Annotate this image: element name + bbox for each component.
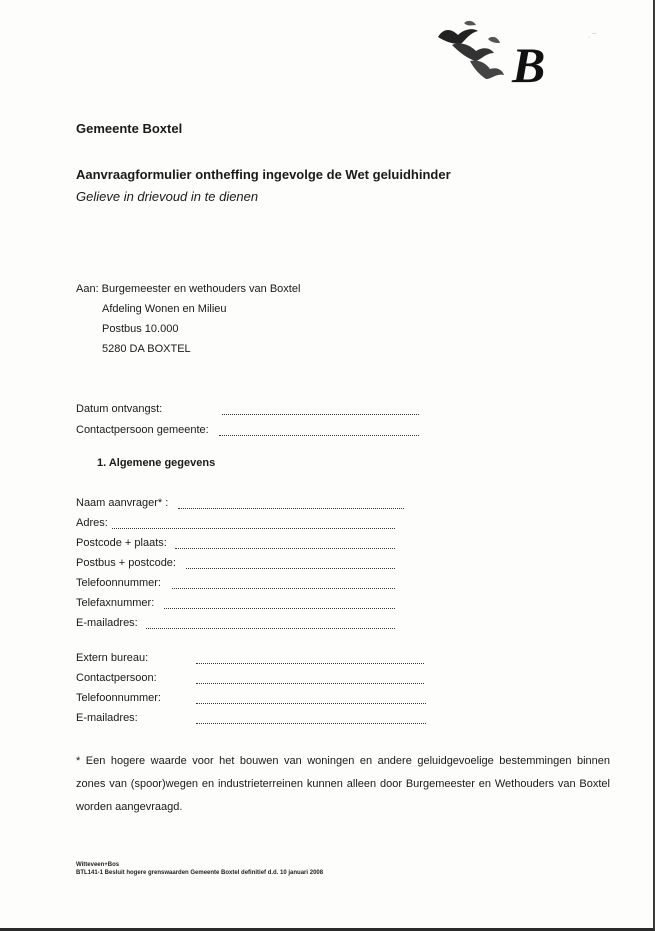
external-contact-label: Contactpersoon:	[76, 672, 157, 684]
fax-field[interactable]	[164, 608, 395, 609]
organization-name: Gemeente Boxtel	[76, 121, 183, 136]
external-bureau-label: Extern bureau:	[76, 652, 149, 664]
pobox-postcode-label: Postbus + postcode:	[76, 557, 176, 569]
pobox-postcode-field[interactable]	[186, 568, 395, 569]
address-label: Adres:	[76, 517, 108, 529]
phone-field[interactable]	[172, 588, 395, 589]
postcode-city-label: Postcode + plaats:	[76, 537, 167, 549]
address-line-postcode: 5280 DA BOXTEL	[102, 343, 191, 355]
address-line-pobox: Postbus 10.000	[102, 323, 179, 335]
phone-label: Telefoonnummer:	[76, 577, 161, 589]
date-received-label: Datum ontvangst:	[76, 403, 163, 415]
scan-mark: · ¯	[588, 34, 597, 41]
footer-document-reference: BTL141-1 Besluit hogere grenswaarden Gemeente Boxtel definitief d.d. 10 januari 2008	[76, 870, 324, 876]
external-email-label: E-mailadres:	[76, 712, 138, 724]
form-subtitle: Gelieve in drievoud in te dienen	[76, 189, 259, 204]
external-phone-label: Telefoonnummer:	[76, 692, 161, 704]
footer-company: Witteveen+Bos	[76, 862, 120, 868]
fax-label: Telefaxnummer:	[76, 597, 155, 609]
form-title: Aanvraagformulier ontheffing ingevolge de Wet geluidhinder	[76, 167, 451, 182]
section-heading-general: 1. Algemene gegevens	[97, 457, 216, 469]
municipal-contact-label: Contactpersoon gemeente:	[76, 424, 209, 436]
external-phone-field[interactable]	[196, 703, 426, 704]
address-line-department: Afdeling Wonen en Milieu	[102, 303, 227, 315]
postcode-city-field[interactable]	[175, 548, 395, 549]
external-contact-field[interactable]	[196, 683, 424, 684]
external-bureau-field[interactable]	[196, 663, 424, 664]
address-field[interactable]	[112, 528, 395, 529]
external-email-field[interactable]	[196, 723, 426, 724]
email-label: E-mailadres:	[76, 617, 138, 629]
date-received-field[interactable]	[222, 414, 419, 415]
applicant-name-label: Naam aanvrager* :	[76, 497, 169, 509]
municipal-contact-field[interactable]	[219, 435, 419, 436]
applicant-name-field[interactable]	[178, 508, 404, 509]
logo-letter: B	[512, 37, 546, 93]
birds-logo-icon	[430, 15, 570, 95]
email-field[interactable]	[146, 628, 395, 629]
address-line-recipient: Aan: Burgemeester en wethouders van Boxtel	[76, 283, 301, 295]
footnote: * Een hogere waarde voor het bouwen van woningen en andere geluidgevoelige bestemmingen binnen zones van (spoor)wegen en industrieterreinen kunnen alleen door Burgemeester en Wethouders van Boxtel worden aangevraagd.	[76, 755, 610, 813]
